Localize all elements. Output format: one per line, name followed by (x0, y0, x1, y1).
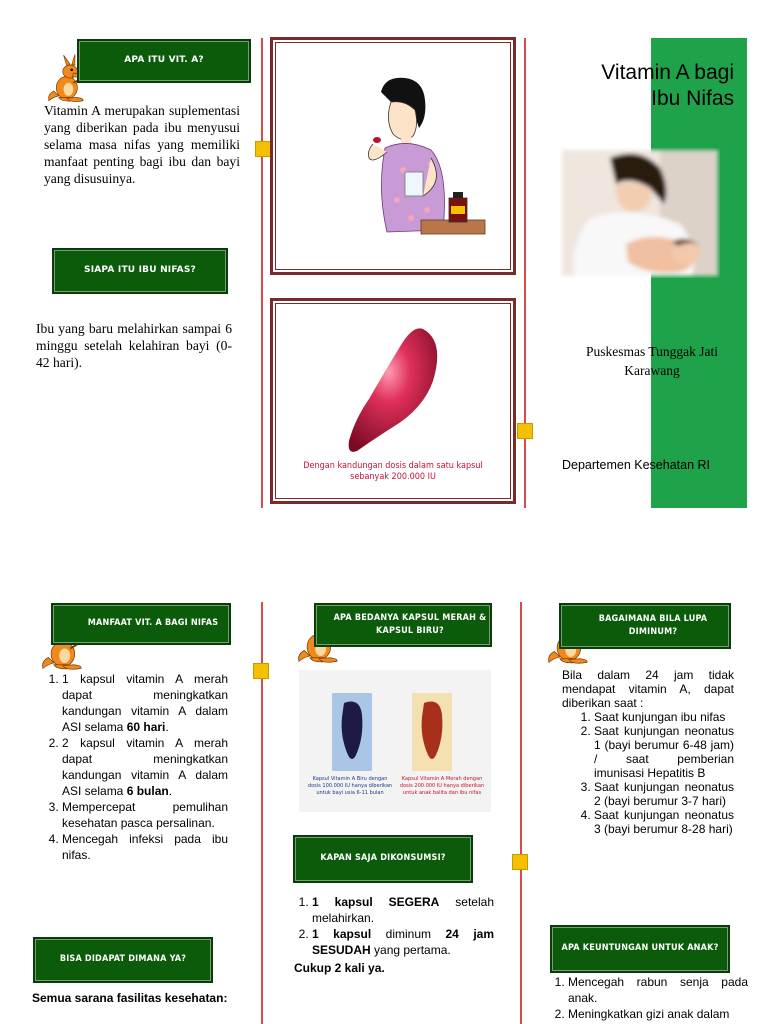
cover-title-line1: Vitamin A bagi (601, 61, 734, 84)
red-capsule-caption: Kapsul Vitamin A Merah dengan dosis 200.000 IU hanya diberikan untuk anak balita dan ibu nifas (399, 776, 485, 796)
mother-baby-photo (560, 148, 720, 278)
capsule-dose-caption: Dengan kandungan dosis dalam satu kapsul sebanyak 200.000 IU (303, 461, 483, 482)
mother-medicine-illustration (273, 40, 513, 272)
capsule-comparison-image (299, 670, 491, 812)
section-heading-bisa-didapat: BISA DIDAPAT DIMANA YA? (33, 937, 213, 983)
forgot-dose-intro: Bila dalam 24 jam tidak mendapat vitamin A, dapat diberikan saat : (562, 668, 734, 710)
list-item: 1. 1 kapsul SEGERA setelah melahirkan. (312, 894, 494, 926)
section-heading-beda-kapsul: APA BEDANYA KAPSUL MERAH & KAPSUL BIRU? (314, 603, 492, 647)
paragraph-what-is-vitamin-a: Vitamin A merupakan suplementasi yang diberikan pada ibu menyusui selama masa nifas yang memiliki manfaat penting bagi ibu dan bayi yang disusuinya. (44, 103, 240, 186)
list-item: 3. Mempercepat pemulihan kesehatan pasca persalinan. (62, 799, 228, 831)
list-item: 1. 1 kapsul vitamin A merah dapat meningkatkan kandungan vitamin A dalam ASI selama 60 hari. (62, 671, 228, 735)
list-item: 1. Saat kunjungan ibu nifas (594, 710, 734, 724)
section-heading-siapa-itu-ibu-nifas: SIAPA ITU IBU NIFAS? (52, 248, 228, 294)
benefits-list (44, 671, 228, 863)
section-heading-lupa-diminum: BAGAIMANA BILA LUPA DIMINUM? (559, 603, 731, 649)
forgot-dose-section (562, 668, 734, 836)
list-item: 4. Mencegah infeksi pada ibu nifas. (62, 831, 228, 863)
mother-illustration-frame (270, 37, 516, 275)
column-divider (261, 38, 263, 508)
organization-name (546, 342, 758, 380)
blue-capsule-caption: Kapsul Vitamin A Biru dengan dosis 100.000 IU hanya diberikan untuk bayi usia 6-11 bulan (307, 776, 393, 796)
fold-marker (512, 854, 528, 870)
cover-title (540, 60, 734, 112)
section-heading-apa-itu-vit-a: APA ITU VIT. A? (77, 39, 251, 83)
list-item: 1. Mencegah rabun senja pada anak. (568, 974, 748, 1006)
consumption-schedule (294, 894, 494, 976)
child-benefits-list (550, 974, 748, 1022)
fold-marker (517, 423, 533, 439)
cover-title-line2: Ibu Nifas (651, 87, 734, 110)
paragraph-who-is-ibu-nifas: Ibu yang baru melahirkan sampai 6 minggu setelah kelahiran bayi (0-42 hari). (36, 321, 232, 370)
red-capsule-image (273, 301, 513, 461)
list-item: 2. Meningkatkan gizi anak dalam (568, 1006, 748, 1022)
list-item: 2. Saat kunjungan neonatus 1 (bayi berumur 6-48 jam) / saat pemberian imunisasi Hepatitis B (594, 724, 734, 780)
fold-marker (253, 663, 269, 679)
list-item: 4. Saat kunjungan neonatus 3 (bayi berumur 8-28 hari) (594, 808, 734, 836)
list-item: 3. Saat kunjungan neonatus 2 (bayi berumur 3-7 hari) (594, 780, 734, 808)
list-item: 2. 1 kapsul diminum 24 jam SESUDAH yang pertama. (312, 926, 494, 958)
facilities-text: Semua sarana fasilitas kesehatan: (32, 991, 228, 1005)
list-item: 2. 2 kapsul vitamin A merah dapat meningkatkan kandungan vitamin A dalam ASI selama 6 bulan. (62, 735, 228, 799)
organization-line2: Karawang (624, 363, 680, 378)
department-name: Departemen Kesehatan RI (562, 458, 711, 472)
consumption-note: Cukup 2 kali ya. (294, 961, 385, 975)
blue-capsule-icon (332, 693, 372, 771)
organization-line1: Puskesmas Tunggak Jati (585, 344, 719, 359)
fold-marker (255, 141, 271, 157)
section-heading-keuntungan-anak: APA KEUNTUNGAN UNTUK ANAK? (550, 925, 730, 973)
red-capsule-frame (270, 298, 516, 504)
section-heading-kapan: KAPAN SAJA DIKONSUMSI? (293, 835, 473, 883)
section-heading-manfaat: MANFAAT VIT. A BAGI NIFAS (51, 603, 231, 645)
column-divider (520, 602, 522, 1024)
red-capsule-icon (412, 693, 452, 771)
